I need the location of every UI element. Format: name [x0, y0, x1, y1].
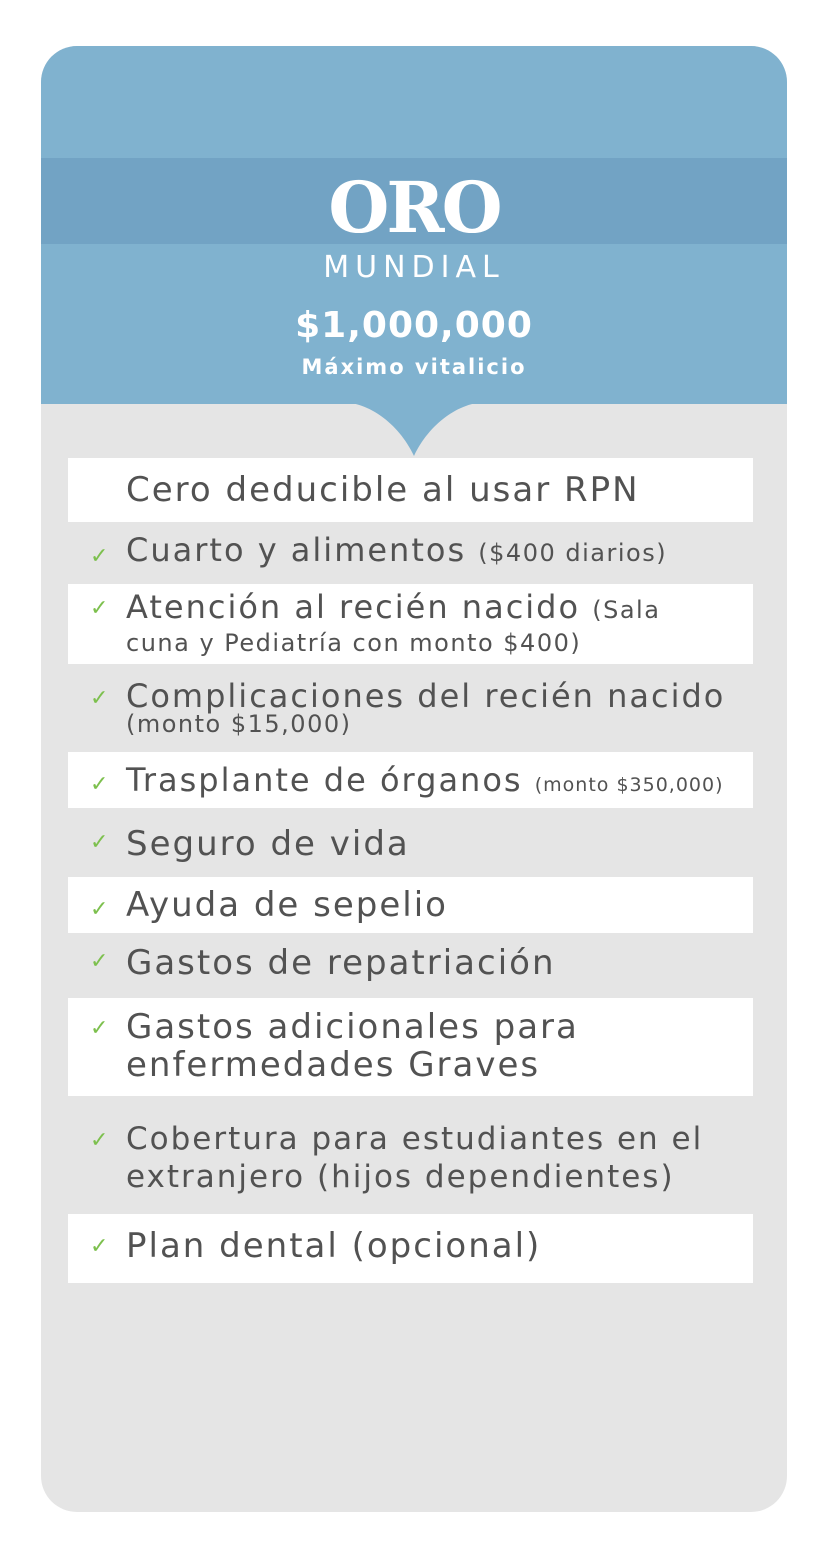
benefit-label: Cuarto y alimentos: [126, 531, 467, 569]
check-icon: ✓: [90, 897, 109, 922]
benefit-label-continued: extranjero (hijos dependientes): [126, 1159, 675, 1195]
benefit-row-newborn-complications: [68, 664, 753, 752]
benefit-row-zero-deductible: [68, 458, 753, 522]
benefit-row-life-insurance: [68, 808, 753, 877]
benefit-row-dental-plan: [68, 1214, 753, 1283]
plan-card: [41, 46, 787, 1512]
check-icon: ✓: [90, 544, 109, 569]
benefit-label: Atención al recién nacido: [126, 588, 581, 626]
benefit-label: Seguro de vida: [126, 824, 410, 864]
benefit-label: Cero deducible al usar RPN: [126, 470, 640, 510]
benefit-note: (Sala: [592, 596, 661, 624]
benefit-row-room-board: [68, 522, 753, 584]
benefit-row-students-abroad: [68, 1096, 753, 1214]
benefit-row-serious-illness: [68, 998, 753, 1096]
check-icon: ✓: [90, 830, 109, 855]
benefit-note: ($400 diarios): [478, 539, 668, 567]
plan-amount: $1,000,000: [295, 305, 533, 346]
benefit-label: Complicaciones del recién nacido: [126, 677, 726, 715]
benefit-label: Gastos adicionales para: [126, 1007, 579, 1047]
benefit-label: Cobertura para estudiantes en el: [126, 1121, 704, 1157]
benefit-note: (monto $350,000): [534, 774, 724, 796]
benefit-label: Gastos de repatriación: [126, 943, 556, 983]
benefit-note-continued: cuna y Pediatría con monto $400): [126, 629, 582, 657]
benefit-row-organ-transplant: [68, 752, 753, 808]
check-icon: ✓: [90, 1234, 109, 1259]
check-icon: ✓: [90, 772, 109, 797]
check-icon: ✓: [90, 686, 109, 711]
benefit-label: Trasplante de órganos: [126, 761, 523, 799]
check-icon: ✓: [90, 949, 109, 974]
plan-header: [41, 46, 787, 404]
plan-amount-label: Máximo vitalicio: [301, 355, 527, 379]
header-notch: [341, 402, 487, 460]
check-icon: ✓: [90, 1016, 109, 1041]
plan-region: MUNDIAL: [323, 250, 505, 285]
benefit-label: Plan dental (opcional): [126, 1226, 542, 1266]
benefit-label-continued: enfermedades Graves: [126, 1045, 541, 1085]
benefit-label: Ayuda de sepelio: [126, 885, 448, 925]
check-icon: ✓: [90, 596, 109, 621]
benefit-row-newborn-care: [68, 584, 753, 664]
benefit-row-repatriation: [68, 933, 753, 998]
check-icon: ✓: [90, 1128, 109, 1153]
benefit-note: (monto $15,000): [126, 710, 352, 738]
benefit-row-funeral-aid: [68, 877, 753, 933]
plan-name: ORO: [328, 166, 500, 249]
